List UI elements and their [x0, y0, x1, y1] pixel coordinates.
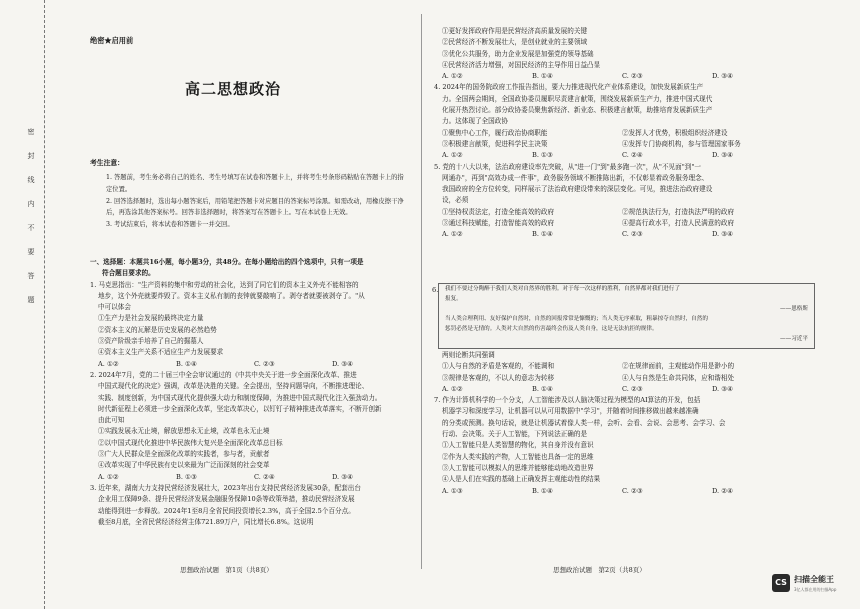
q6-item: ①人与自然的矛盾是客观的，不能调和: [442, 362, 555, 371]
binding-char: 密: [27, 128, 35, 136]
q6-items-row: [442, 373, 822, 384]
q7-item: ①人工智能只是人类智慧的物化，其自身并没有意识: [442, 441, 594, 450]
quote-line: 报复。: [445, 296, 462, 302]
option-c: C. ②③: [622, 384, 643, 393]
q6-number: 6.: [432, 286, 439, 294]
option-a: A. ①②: [442, 230, 463, 239]
q2-item: ④改革实现了中华民族有史以来最为广泛而深刻的社会变革: [98, 461, 270, 470]
scanner-badge-icon: CS: [772, 574, 790, 592]
q6-q7-block: [434, 350, 822, 497]
q7-line: 机器学习和深度学习，让机器可以从可用数据中"学习"，并随着时间推移做出越来越准确: [442, 407, 699, 416]
q1-line: 地步，这个外壳就要炸毁了。资本主义私有制的丧钟就要敲响了。剥夺者就要被剥夺了。"从: [98, 291, 365, 300]
notice-heading: 考生注意：: [90, 159, 124, 167]
option-a: A. ①②: [98, 359, 119, 368]
q5-item: ②规范执法行为，打造执法严明的政府: [622, 207, 735, 216]
q4-items-row: [442, 139, 822, 150]
option-d: D. ③④: [712, 72, 734, 81]
option-b: B. ①④: [532, 230, 553, 239]
q6-quote-box: [438, 283, 815, 349]
option-a: A. ①②: [442, 384, 463, 393]
binding-dash-line: [44, 0, 45, 609]
q4-item: ②发挥人才优势，积极组织经济建设: [622, 128, 728, 137]
q3-item: ④民营经济活力增强，对国民经济的主导作用日益凸显: [442, 60, 601, 69]
q2-options: [90, 472, 410, 483]
page-footer: 思想政治试题 第1页（共8页）: [180, 566, 273, 574]
binding-char: 题: [27, 296, 35, 304]
binding-char: 线: [27, 176, 35, 184]
q6-stem: 两则论断共同强调: [442, 351, 495, 359]
q2-line: 时代新征程上必须进一步全面深化改革，坚定改革决心，以钉钉子精神推进改革落实，不断开创新: [98, 404, 382, 413]
q2-line: 实践、制度创新，为中国式现代化提供强大动力和制度保障，为推进中国式现代化注入强劲动力。: [98, 393, 382, 402]
page-footer: 思想政治试题 第2页（共8页）: [553, 566, 646, 574]
exam-notes: [106, 172, 406, 231]
option-a: A. ①②: [442, 72, 463, 81]
q5-line: 5. 党的十八大以来，法治政府建设率先突破，从"进一门"到"最多跑一次"，从"不见面"到"一: [434, 162, 701, 171]
q3-line: 3. 近年来，湖南大力支持民营经济发展壮大，2023年出台支持民营经济发展30条，配套出台: [90, 483, 361, 492]
q6-options: [442, 384, 822, 395]
q1-line: 1. 马克思指出："生产资料的集中和劳动的社会化，达到了同它们的资本主义外壳不能相容的: [90, 280, 359, 289]
q2-item: ②以中国式现代化推进中华民族伟大复兴是全面深化改革总目标: [98, 438, 283, 447]
q3-item: ②民营经济不断发展壮大，是创业就业的主要领域: [442, 38, 588, 47]
binding-char: 不: [27, 224, 35, 232]
q5-items-row: [442, 218, 822, 229]
q6-item: ④人与自然是生命共同体，应和谐相处: [622, 373, 735, 382]
q6-item: ②在规律面前，主观能动作用是渺小的: [622, 362, 735, 371]
q2-item: ①实践发展永无止境，解放思想永无止境，改革也永无止境: [98, 427, 270, 436]
q3-line: 企业用工保障9条、提升民营经济发展金融服务保障10条等政策举措，推动民营经济发展: [98, 495, 355, 504]
option-c: C. ②③: [622, 486, 643, 495]
option-d: D. ③④: [332, 472, 354, 481]
q5-line: 网通办"，再到"高效办成一件事"，政务服务领域不断推陈出新，不仅彰显着政务服务理念、: [442, 173, 709, 182]
option-c: C. ②④: [254, 472, 275, 481]
q7-line: 的分类或预测。换句话说，就是让机器试着像人类一样，会听、会看、会说、会思考、会学习、会: [442, 418, 726, 427]
option-a: A. ①②: [442, 151, 463, 160]
option-c: C. ②③: [622, 72, 643, 81]
page-divider: [421, 14, 422, 569]
q4-line: 4. 2024年的国务院政府工作报告指出，要大力推进现代化产业体系建设，加快发展新质生产: [434, 83, 704, 92]
q5-item: ③通过科技赋能，打造智能高效的政府: [442, 219, 555, 228]
q1-item: ①生产力是社会发展的最终决定力量: [98, 314, 204, 323]
q2-line: 中国式现代化的决定》强调，改革是决胜的关键。全会提出，坚持问题导向，不断推进理论、: [98, 382, 369, 391]
option-c: C. ②④: [622, 151, 643, 160]
q3-item: ①更好发挥政府作用是民营经济高质量发展的关键: [442, 27, 588, 35]
q7-item: ③人工智能可以模拟人的思维并能够能动地改造世界: [442, 463, 594, 472]
page-2: [428, 0, 823, 609]
q6-item: ③规律是客观的，不以人的意志为转移: [442, 373, 555, 382]
binding-char: 封: [27, 152, 35, 160]
q5-items-row: [442, 207, 822, 218]
q4-items-row: [442, 128, 822, 139]
q5-line: 设，必须: [442, 196, 469, 205]
q4-item: ①聚焦中心工作，履行政治协商职能: [442, 128, 548, 137]
q5-line: 我国政府的全方位转变，同样展示了法治政府建设带来的深层变化。可见，推进法治政府建设: [442, 185, 713, 194]
quote-line: 惩罚必然是无情的。人类对大自然的伤害最终会伤及人类自身，这是无法抗拒的规律。: [445, 326, 658, 332]
option-b: B. ①③: [532, 151, 553, 160]
binding-char: 要: [27, 248, 35, 256]
q3-continued: [434, 26, 822, 241]
q7-options: [442, 486, 822, 497]
option-c: C. ②③: [622, 230, 643, 239]
q3-options: [442, 71, 822, 82]
option-a: A. ①③: [442, 486, 463, 495]
q4-item: ④发挥专门协商机构，参与管理国家事务: [622, 139, 741, 148]
secret-mark: 绝密★启用前: [90, 36, 134, 45]
quote-line: 我们不要过分陶醉于我们人类对自然界的胜利。对于每一次这样的胜利，自然界都对我们进行了: [445, 286, 680, 292]
option-a: A. ①②: [98, 472, 119, 481]
option-d: D. ③④: [712, 230, 734, 239]
q4-line: 化展开热烈讨论。部分政协委员聚焦新经济、新业态、积极建言献策，助推培育发展新质生产: [442, 106, 713, 115]
binding-char: 答: [27, 272, 35, 280]
q1-item: ②资本主义的瓦解是历史发展的必然趋势: [98, 325, 217, 334]
q2-line: 由此可知: [98, 416, 125, 425]
q1-item: ④资本主义生产关系不适应生产力发展要求: [98, 348, 224, 357]
q1-item: ③资产阶级亲手培养了自己的掘墓人: [98, 337, 204, 346]
note-item: 3. 考试结束后，将本试卷和答题卡一并交回。: [106, 221, 234, 229]
option-b: B. ①④: [176, 359, 197, 368]
scanner-app-name: 扫描全能王: [794, 575, 834, 584]
binding-margin: [18, 120, 44, 500]
option-d: D. ③④: [712, 151, 734, 160]
q2-line: 2. 2024年7月，党的二十届三中全会审议通过的《中共中央关于进一步全面深化改革、推进: [90, 370, 357, 379]
q7-item: ②作为人类实践的产物，人工智能也具备一定的思维: [442, 452, 594, 461]
option-b: B. ①④: [532, 384, 553, 393]
q2-item: ③广大人民群众是全面深化改革的实践者，参与者，贡献者: [98, 450, 270, 459]
q4-line: 力。这体现了全国政协: [442, 117, 508, 126]
section-heading: 符合题目要求的。: [102, 269, 155, 278]
q1-options: [90, 359, 410, 370]
section-heading: 一、选择题：本题共16小题，每小题3分，共48分。在每小题给出的四个选项中，只有一项是: [90, 258, 364, 266]
binding-char: 内: [27, 200, 35, 208]
q4-item: ③积极建言献策，促进科学民主决策: [442, 139, 548, 148]
q7-line: 7. 作为计算机科学的一个分支，人工智能涉及以人脑决策过程为模型的AI算法的开发，包括: [434, 396, 701, 405]
q7-line: 行动、会决策。关于人工智能，下列说法正确的是: [442, 430, 588, 439]
q4-options: [442, 150, 822, 161]
q3-item: ③优化公共服务，助力企业发展是加强党的领导基础: [442, 49, 594, 58]
note-item: 1. 答题前，考生务必将自己的姓名、考生号填写在试卷和答题卡上，并将考生号条形码粘贴在答题卡上的指定位置。: [106, 174, 404, 193]
q6-items-row: [442, 361, 822, 372]
scanner-slogan: 3亿人都在用的扫描App: [794, 587, 837, 592]
q1-line: 中可以体会: [98, 303, 131, 312]
option-d: D. ③④: [712, 384, 734, 393]
q3-line: 动能得到进一步释放。2024年1至8月全省民间投资增长2.3%，高于全国2.5个百分点。: [98, 506, 355, 515]
page-1: [60, 0, 415, 609]
q5-item: ①坚持权责法定，打造全能高效的政府: [442, 207, 555, 216]
page-title: 高二思想政治: [185, 80, 282, 98]
q4-line: 力。全国两会期间，全国政协委员履职尽责建言献策，围绕发展新质生产力，推进中国式现代: [442, 94, 713, 103]
option-b: B. ①④: [532, 486, 553, 495]
quote-author: ——恩格斯: [780, 306, 808, 312]
q5-options: [442, 229, 822, 240]
questions-left: [90, 257, 410, 528]
scanner-logo: [772, 570, 852, 600]
q7-item: ④人是人们在实践的基础上正确发挥主观能动性的结果: [442, 475, 601, 484]
quote-line: 当人类合理利用、友好保护自然时，自然的回报常常是慷慨的；当人类无序索取，粗暴掠夺自然时，自然的: [445, 316, 708, 322]
note-item: 2. 回答选择题时，选出每小题答案后，用铅笔把答题卡对应题目的答案标号涂黑。如需改动，用橡皮擦干净后，再选涂其他答案标号。回答非选择题时，将答案写在答题卡上。写在本试卷上无效。: [106, 197, 404, 217]
q5-item: ④提高行政水平，打造人民满意的政府: [622, 219, 735, 228]
quote-author: ——习近平: [780, 336, 808, 342]
option-d: D. ②④: [712, 486, 734, 495]
option-b: B. ①④: [532, 72, 553, 81]
q3-line: 截至8月底，全省民营经济经营主体721.89万户，同比增长6.8%。这说明: [98, 517, 314, 526]
option-d: D. ③④: [332, 359, 354, 368]
option-b: B. ①③: [176, 472, 197, 481]
option-c: C. ②③: [254, 359, 275, 368]
